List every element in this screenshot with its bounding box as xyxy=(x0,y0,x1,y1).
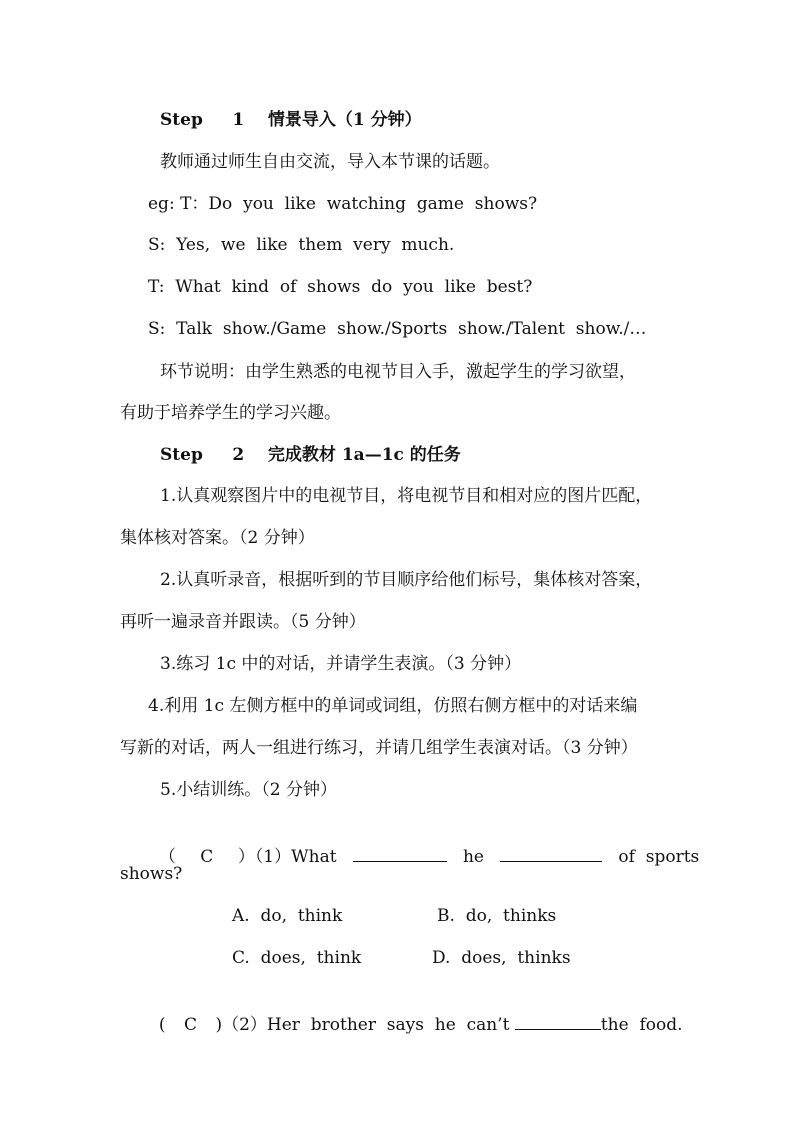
question-1 xyxy=(148,820,699,869)
item4-line1: 4.利用 1c 左侧方框中的单词或词组，仿照右侧方框中的对话来编 xyxy=(148,696,638,716)
q1-continuation: shows? xyxy=(120,864,183,884)
step2-heading: Step 2 完成教材 1a—1c 的任务 xyxy=(160,445,461,465)
q1-word1: What xyxy=(291,847,337,867)
item5: 5.小结训练。（2 分钟） xyxy=(160,780,337,800)
q1-option-a: A. do, think xyxy=(232,906,343,926)
q1-option-c: C. does, think xyxy=(232,948,362,968)
q2-text-after: the food. xyxy=(600,1015,683,1035)
q1-paren-close: ） xyxy=(237,847,255,867)
q1-word2: he xyxy=(462,847,484,867)
q2-answer: C xyxy=(183,1015,197,1035)
q2-text-before: Her brother says he can’t xyxy=(266,1015,510,1035)
item4-line2: 写新的对话，两人一组进行练习，并请几组学生表演对话。（3 分钟） xyxy=(120,738,638,758)
step1-heading: Step 1 情景导入（1 分钟） xyxy=(160,110,422,130)
item1-line2: 集体核对答案。（2 分钟） xyxy=(120,528,315,548)
q1-blank-2[interactable] xyxy=(500,844,602,862)
step1-intro: 教师通过师生自由交流，导入本节课的话题。 xyxy=(160,152,500,172)
step1-note-line1: 环节说明：由学生熟悉的电视节目入手，激起学生的学习欲望， xyxy=(160,362,636,382)
q1-number: （1） xyxy=(254,847,292,867)
step1-note-line2: 有助于培养学生的学习兴趣。 xyxy=(120,403,341,423)
q1-option-d: D. does, thinks xyxy=(432,948,571,968)
dialogue-line-1: eg: T：Do you like watching game shows? xyxy=(148,194,538,214)
item1-line1: 1.认真观察图片中的电视节目，将电视节目和相对应的图片匹配， xyxy=(160,486,653,506)
q2-paren-close: ) xyxy=(215,1015,223,1035)
item2-line1: 2.认真听录音，根据听到的节目顺序给他们标号，集体核对答案， xyxy=(160,570,653,590)
item2-line2: 再听一遍录音并跟读。（5 分钟） xyxy=(120,612,366,632)
item3: 3.练习 1c 中的对话，并请学生表演。（3 分钟） xyxy=(160,654,522,674)
q1-word3: of sports xyxy=(618,847,700,867)
question-2 xyxy=(148,988,683,1037)
q1-paren-open: （ xyxy=(158,847,176,867)
dialogue-line-4: S: Talk show./Game show./Sports show./Talent show./… xyxy=(148,319,647,339)
q2-paren-open: ( xyxy=(158,1015,166,1035)
dialogue-line-3: T: What kind of shows do you like best? xyxy=(148,277,533,297)
q1-blank-1[interactable] xyxy=(353,844,447,862)
q2-number: （2） xyxy=(222,1015,267,1035)
q2-blank[interactable] xyxy=(515,1012,601,1030)
q1-option-b: B. do, thinks xyxy=(437,906,557,926)
q1-answer: C xyxy=(200,847,214,867)
dialogue-line-2: S: Yes, we like them very much. xyxy=(148,235,455,255)
